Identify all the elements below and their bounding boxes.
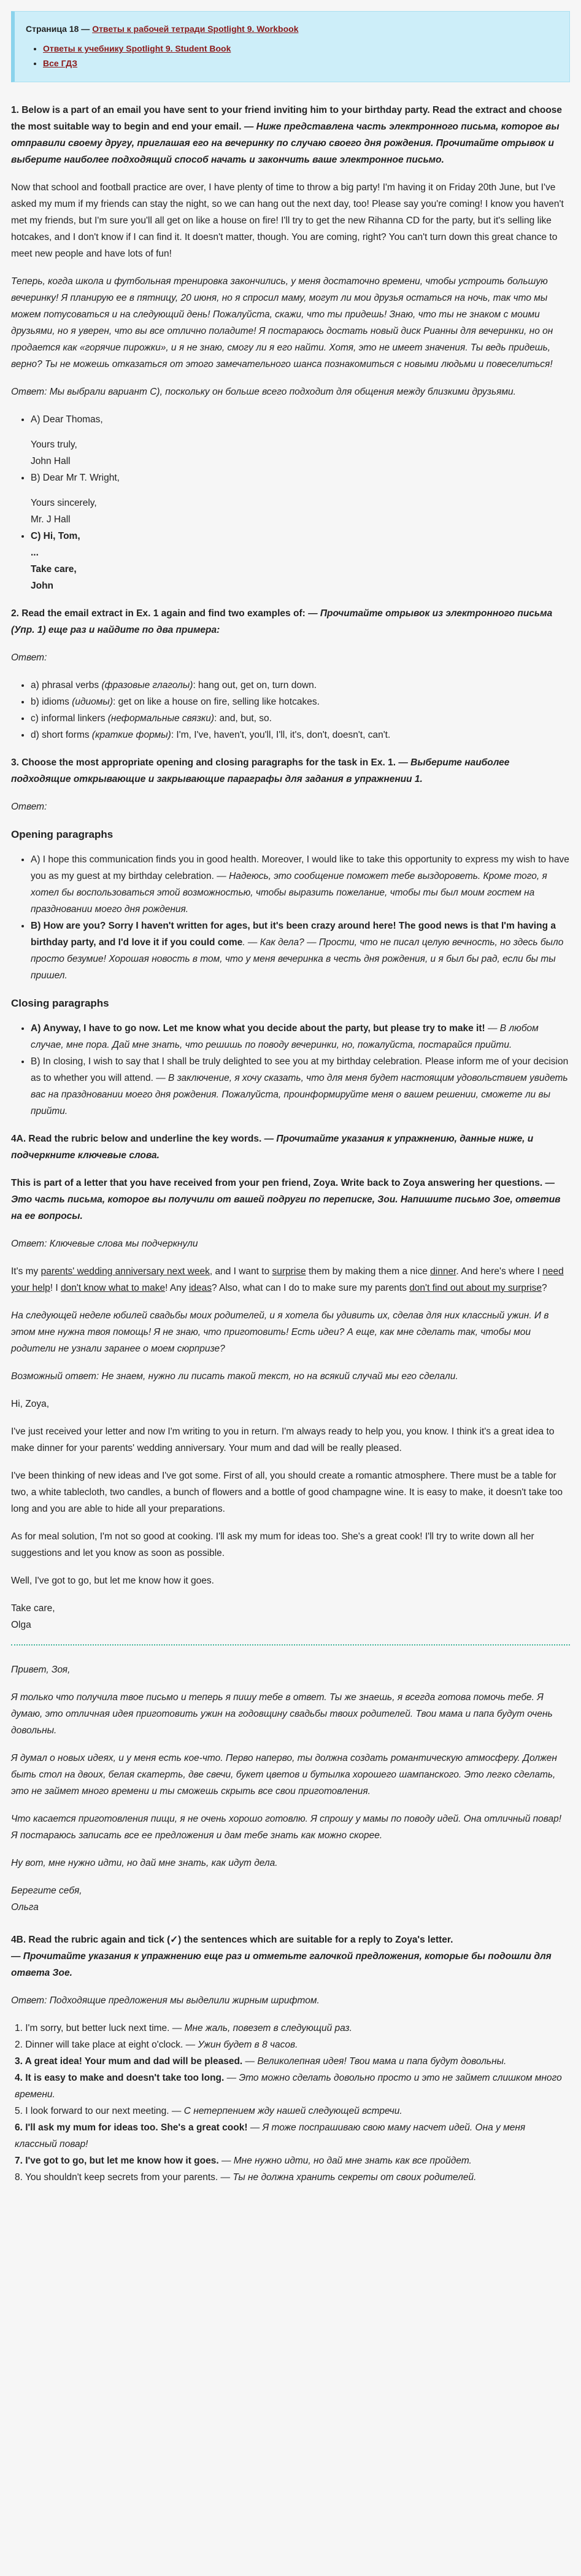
reply-paragraph: Well, I've got to go, but let me know how it goes. <box>11 1576 214 1586</box>
option-a-line: John Hall <box>31 456 71 466</box>
ex2-task <box>11 605 570 638</box>
letter-part: ! Any <box>165 1283 189 1293</box>
ex4a-task <box>11 1131 570 1164</box>
closing-a-ru: — В любом случае, мне пора. Дай мне знать, что решишь по поводу вечеринки, но, пожалуйста, постарайся прийти. <box>31 1023 539 1050</box>
letter-part: ? Also, what can I do to make sure my parents <box>211 1283 410 1293</box>
ex4b-item-en: 2. Dinner will take place at eight o'clock. <box>15 2040 183 2050</box>
nav-item-all <box>43 56 558 71</box>
ex4b-item <box>15 2053 570 2070</box>
letter-keyword: dinner <box>430 1266 456 1277</box>
closing-a-en: A) Anyway, I have to go now. Let me know what you decide about the party, but please try to make it! <box>31 1023 485 1034</box>
ex4b-answer-label: Ответ: Подходящие предложения мы выделили жирным шрифтом. <box>11 1995 320 2006</box>
option-b-line: • B) Dear Mr T. Wright, <box>31 473 120 483</box>
reply-signature <box>11 1600 570 1633</box>
closing-b-ru: — В заключение, я хочу сказать, что для меня будет настоящим удовольствием увидеть вас на праздновании моего дня рождения. Пожалуйста, проинформируйте меня о вашем решении, сможете ли вы прийти. <box>31 1073 568 1116</box>
ex4b-item <box>15 2103 570 2119</box>
ex4b-item <box>15 2152 570 2169</box>
ex4b-task-ru: — Прочитайте указания к упражнению еще раз и отметьте галочкой предложения, которые бы подошли для ответа Зое. <box>11 1951 552 1978</box>
option-b-line: Yours sincerely, <box>31 498 97 508</box>
ex2-item-ans: : hang out, get on, turn down. <box>193 680 317 690</box>
ex2-item <box>31 727 570 743</box>
ex2-item-en: b) idioms <box>31 697 69 707</box>
ru-paragraph: Я только что получила твое письмо и теперь я пишу тебе в ответ. Ты же знаешь, я всегда готова помочь тебе. Я думаю, это отличная идея приготовить ужин на годовщину свадьбы твоих родителей. Твои мама и папа будут очень довольны. <box>11 1692 553 1736</box>
option-c-line: Take care, <box>31 564 77 574</box>
section-divider <box>11 1644 570 1646</box>
opening-b-en: B) How are you? Sorry I haven't written for ages, but it's been crazy around here! The good news is that I'm having a birthday party, and I'd love it if you could come <box>31 921 556 948</box>
ex4b-item <box>15 2119 570 2152</box>
opening-a-en: A) I hope this communication finds you in good health. Moreover, I would like to take this opportunity to express my wish to have you as my guest at my birthday celebration. <box>31 854 569 881</box>
ex4b-item-en: 4. It is easy to make and doesn't take too long. <box>15 2073 225 2083</box>
ru-name: Ольга <box>11 1902 39 1913</box>
option-b-gap <box>31 486 570 495</box>
ru-paragraph: Ну вот, мне нужно идти, но дай мне знать, как идут дела. <box>11 1858 278 1868</box>
closing-a <box>31 1020 570 1053</box>
ex1-option-c <box>31 528 570 594</box>
option-c-line: ... <box>31 547 39 558</box>
ex4b-item-en: 6. I'll ask my mum for ideas too. She's a great cook! <box>15 2122 248 2133</box>
possible-answer: Возможный ответ: Не знаем, нужно ли писать такой текст, но на всякий случай мы его сделали. <box>11 1371 458 1382</box>
letter-keyword: parents' wedding anniversary next week <box>40 1266 210 1277</box>
student-book-link[interactable]: Ответы к учебнику Spotlight 9. Student Book <box>43 44 231 53</box>
ex4b-item <box>15 2036 570 2053</box>
ex4a-task-en: 4A. Read the rubric below and underline the key words. <box>11 1134 262 1144</box>
opening-heading: Opening paragraphs <box>11 829 114 840</box>
ex4b-item-ru: — Мне жаль, повезет в следующий раз. <box>169 2023 352 2033</box>
ex1-extract: Now that school and football practice are over, I have plenty of time to throw a big party! I'm having it on Friday 20th June, but I've asked my mum if my friends can stay the night, so we can hang out the next day, too! Please say you're coming! I know you haven't met my friends, but I'm sure you'll all get on like a house on fire! I'll try to get the new Rihanna CD for the party, but it's selling like hotcakes, and I don't know if I can find it. It doesn't matter, though. You are coming, right? You can't turn down this great chance to meet new people and have lots of fun! <box>11 182 564 259</box>
letter-part: ! I <box>50 1283 61 1293</box>
ex1-answer: Ответ: Мы выбрали вариант C), поскольку он больше всего подходит для общения между близкими друзьями. <box>11 387 516 397</box>
letter-part: them by making them a nice <box>306 1266 431 1277</box>
nav-box <box>11 11 570 82</box>
ex4b-task-en: 4B. Read the rubric again and tick (✓) the sentences which are suitable for a reply to Zoya's letter. <box>11 1935 453 1945</box>
ex2-item-ru: (фразовые глаголы) <box>101 680 193 690</box>
ex4b-item-en: 8. You shouldn't keep secrets from your parents. <box>15 2172 218 2183</box>
ex1-translation: Теперь, когда школа и футбольная тренировка закончились, у меня достаточно времени, чтобы устроить большую вечеринку! Я планирую ее в пятницу, 20 июня, но я спросил маму, могут ли мои друзья остаться на ночь, так что мы можем потусоваться и на следующий день! Пожалуйста, скажи, что ты придешь! Знаю, что ты не знаком с моими друзьями, но я уверен, что вы все отлично поладите! Я постараюсь достать новый диск Рианны для вечеринки, но он продается как «горячие пирожки», и я не знаю, смогу ли я его найти. Хотя, это не имеет значения. Ты ведь придешь, верно? Ты не можешь отказаться от этого замечательного шанса познакомиться с новыми людьми и повеселиться! <box>11 276 553 369</box>
option-a-line: Yours truly, <box>31 439 77 450</box>
option-a-line: • A) Dear Thomas, <box>31 414 103 425</box>
ex2-answer-label: Ответ: <box>11 652 47 663</box>
ru-paragraph: Что касается приготовления пищи, я не очень хорошо готовлю. Я спрошу у мамы по поводу идей. Она отличный повар! Я постараюсь записать все ее предложения и дам тебе знать как можно скорее. <box>11 1814 562 1841</box>
ru-greeting: Привет, Зоя, <box>11 1665 71 1675</box>
closing-b <box>31 1053 570 1120</box>
ex2-item <box>31 694 570 710</box>
ex4b-item-en: 1. I'm sorry, but better luck next time. <box>15 2023 170 2033</box>
ex4a-rubric <box>11 1175 570 1224</box>
zoya-letter <box>11 1263 570 1296</box>
ex4b-item-ru: — Это можно сделать довольно просто и это не займет слишком много времени. <box>15 2073 562 2100</box>
closing-list <box>31 1020 570 1120</box>
ex2-task-ru: — Прочитайте отрывок из электронного письма (Упр. 1) еще раз и найдите по два примера: <box>11 608 553 635</box>
nav-item-student <box>43 41 558 56</box>
ex4b-item-ru: — Мне нужно идти, но дай мне знать как все пройдет. <box>218 2156 472 2166</box>
closing-heading: Closing paragraphs <box>11 997 109 1009</box>
ex2-item <box>31 710 570 727</box>
reply-paragraph: I've been thinking of new ideas and I've got some. First of all, you should create a romantic atmosphere. There must be a table for two, a white tablecloth, two candles, a bunch of flowers and a bottle of good champagne wine. It is easy to make, it doesn't take too long and you are able to hide all your preparations. <box>11 1471 563 1514</box>
ex4b-item-en: 5. I look forward to our next meeting. <box>15 2106 169 2116</box>
reply-close: Take care, <box>11 1603 55 1614</box>
nav-row <box>26 21 558 36</box>
nav-list <box>43 41 558 71</box>
ex3-task-ru: — Выберите наиболее подходящие открывающие и закрывающие параграфы для задания в упражнении 1. <box>11 757 510 784</box>
letter-part: , and I want to <box>209 1266 272 1277</box>
ex4b-task <box>11 1932 570 1981</box>
letter-part: It's my <box>11 1266 41 1277</box>
reply-greeting: Hi, Zoya, <box>11 1399 50 1409</box>
ex4b-item <box>15 2169 570 2186</box>
letter-translation: На следующей неделе юбилей свадьбы моих родителей, и я хотела бы удивить их, сделав для них классный ужин. И в этом мне нужна твоя помощь! Я не знаю, что приготовить! Есть идеи? А еще, как мне сделать так, чтобы мои родители не узнали заранее о моем сюрпризе? <box>11 1310 549 1354</box>
workbook-link[interactable]: Ответы к рабочей тетради Spotlight 9. Workbook <box>92 24 299 34</box>
all-gdz-link[interactable]: Все ГДЗ <box>43 58 78 68</box>
ex2-item-ru: (краткие формы) <box>91 730 171 740</box>
ex4b-item-ru: — Я тоже поспрашиваю свою маму насчет идей. Она у меня классный повар! <box>15 2122 526 2149</box>
ex4b-item-en: 7. I've got to go, but let me know how it goes. <box>15 2156 219 2166</box>
ex1-task-en: 1. Below is a part of an email you have sent to your friend inviting him to your birthday party. Read the extract and choose the most suitable way to begin and end your email. <box>11 105 563 132</box>
ex1-task <box>11 102 570 168</box>
opening-a <box>31 851 570 918</box>
letter-part: . And here's where I <box>456 1266 543 1277</box>
ex2-task-en: 2. Read the email extract in Ex. 1 again and find two examples of: <box>11 608 306 619</box>
ex4b-item <box>15 2020 570 2036</box>
ex2-item-ru: (неформальные связки) <box>107 713 215 724</box>
option-a-gap <box>31 428 570 436</box>
letter-keyword: ideas <box>188 1283 212 1293</box>
opening-a-ru: — Надеюсь, это сообщение поможет тебе выздороветь. Кроме того, я хотел бы воспользоваться этой возможностью, чтобы выразить пожелание, чтобы ты был моим гостем на праздновании моего дня рождения. <box>31 871 547 915</box>
reply-name: Olga <box>11 1620 31 1630</box>
page-label: Страница 18 — <box>26 24 90 34</box>
letter-keyword: don't know what to make <box>61 1283 166 1293</box>
ex1-task-ru: — Ниже представлена часть электронного письма, которое вы отправили своему другу, приглашая его на вечеринку по случаю своего дня рождения. Прочитайте отрывок и выберите наиболее подходящий способ начать и закончить ваше электронное письмо. <box>11 122 560 165</box>
ex4b-list <box>15 2020 570 2186</box>
ex2-item <box>31 677 570 694</box>
reply-paragraph: As for meal solution, I'm not so good at cooking. I'll ask my mum for ideas too. She's a great cook! I'll try to write down all her suggestions and let you know as soon as possible. <box>11 1531 534 1558</box>
ex2-item-en: c) informal linkers <box>31 713 106 724</box>
ex1-option-b <box>31 470 570 528</box>
closing-b-en: B) In closing, I wish to say that I shall be truly delighted to see you at my birthday celebration. Please inform me of your decision as to whether you will attend. <box>31 1056 569 1083</box>
ex3-task <box>11 754 570 787</box>
ex1-option-a <box>31 411 570 470</box>
opening-b-ru: . — Как дела? — Прости, что не писал целую вечность, но здесь было просто безумие! Хорошая новость в том, что у меня вечеринка в честь дня рождения, и я был бы рад, если бы ты пришел. <box>31 937 564 981</box>
option-c-line: • C) Hi, Tom, <box>31 531 80 541</box>
ex1-options <box>31 411 570 594</box>
ex4a-rubric-ru: — Это часть письма, которое вы получили от вашей подруги по переписке, Зои. Напишите письмо Зое, ответив на ее вопросы. <box>11 1178 561 1221</box>
ex4b-item-ru: — С нетерпением жду нашей следующей встречи. <box>169 2106 402 2116</box>
letter-keyword: surprise <box>272 1266 306 1277</box>
option-c-line: John <box>31 581 54 591</box>
reply-paragraph: I've just received your letter and now I'm writing to you in return. I'm always ready to help you, you know. I think it's a great idea to make dinner for your parents' wedding anniversary. Your mum and dad will be really pleased. <box>11 1426 555 1453</box>
option-b-line: Mr. J Hall <box>31 514 71 525</box>
ex4a-rubric-en: This is part of a letter that you have received from your pen friend, Zoya. Write back to Zoya answering her questions. <box>11 1178 543 1188</box>
ex4b-item-ru: — Ты не должна хранить секреты от своих родителей. <box>218 2172 477 2183</box>
ex2-item-ans: : get on like a house on fire, selling like hotcakes. <box>113 697 320 707</box>
ex3-answer-label: Ответ: <box>11 802 47 812</box>
ru-close: Берегите себя, <box>11 1886 82 1896</box>
ex2-list <box>31 677 570 743</box>
letter-keyword: don't find out about my surprise <box>409 1283 542 1293</box>
ex4b-item <box>15 2070 570 2103</box>
opening-b <box>31 918 570 984</box>
ex2-item-ru: (идиомы) <box>72 697 113 707</box>
ex3-task-en: 3. Choose the most appropriate opening and closing paragraphs for the task in Ex. 1. <box>11 757 396 768</box>
ex2-item-en: d) short forms <box>31 730 90 740</box>
ex4b-item-en: 3. A great idea! Your mum and dad will be pleased. <box>15 2056 243 2067</box>
ex4b-item-ru: — Великолепная идея! Твои мама и папа будут довольны. <box>242 2056 507 2067</box>
ex2-item-en: a) phrasal verbs <box>31 680 99 690</box>
ex4a-answer-label: Ответ: Ключевые слова мы подчеркнули <box>11 1239 198 1249</box>
ex4b-item-ru: — Ужин будет в 8 часов. <box>183 2040 298 2050</box>
ru-paragraph: Я думал о новых идеях, и у меня есть кое-что. Перво наперво, ты должна создать романтическую атмосферу. Должен быть стол на двоих, белая скатерть, две свечи, букет цветов и бутылка хорошего шампанского. Это легко сделать, это не займет много времени и ты сможешь скрыть все свои приготовления. <box>11 1753 557 1797</box>
ex4a-task-ru: — Прочитайте указания к упражнению, данные ниже, и подчеркните ключевые слова. <box>11 1134 534 1161</box>
ru-signature <box>11 1882 570 1916</box>
letter-keyword: need your help <box>11 1266 564 1293</box>
ex2-item-ans: : and, but, so. <box>214 713 272 724</box>
letter-part: ? <box>541 1283 547 1293</box>
ex2-item-ans: : I'm, I've, haven't, you'll, I'll, it's, don't, doesn't, can't. <box>171 730 391 740</box>
opening-list <box>31 851 570 984</box>
